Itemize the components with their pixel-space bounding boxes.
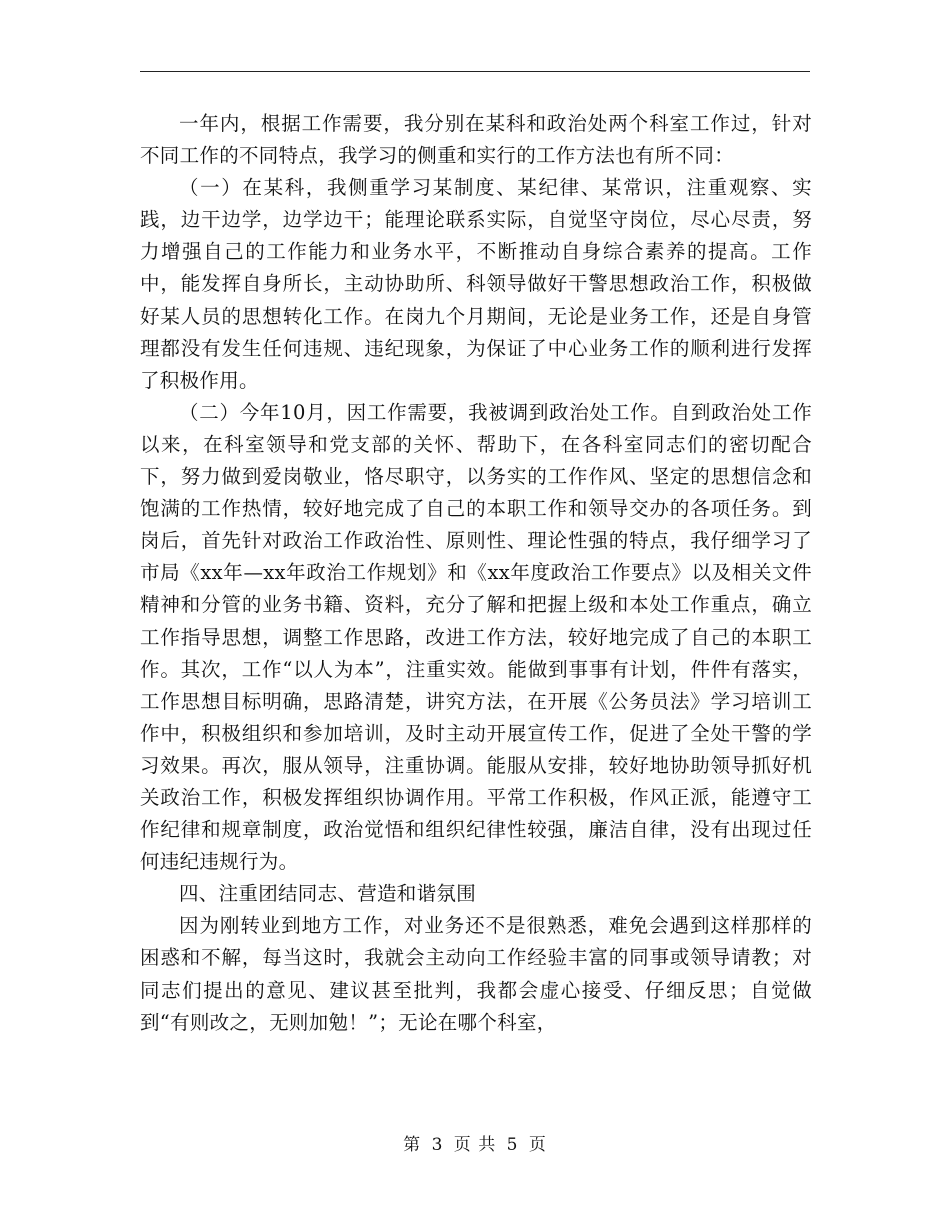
paragraph-section-four: 因为刚转业到地方工作，对业务还不是很熟悉，难免会遇到这样那样的困惑和不解，每当这时，我就会主动向工作经验丰富的同事或领导请教；对同志们提出的意见、建议甚至批判，我都会虚心接受、仔细反思；自觉做到“有则改之，无则加勉！”；无论在哪个科室， <box>140 914 812 1034</box>
paragraph-section-one: （一）在某科，我侧重学习某制度、某纪律、某常识，注重观察、实践，边干边学，边学边干；能理论联系实际，自觉坚守岗位，尽心尽责，努力增强自己的工作能力和业务水平，不断推动自身综合素养的提高。工作中，能发挥自身所长，主动协助所、科领导做好干警思想政治工作，积极做好某人员的思想转化工作。在岗九个月期间，无论是业务工作，还是自身管理都没有发生任何违规、违纪现象，为保证了中心业务工作的顺利进行发挥了积极作用。 <box>140 176 812 392</box>
footer-mid: 页 共 <box>453 1135 497 1155</box>
header-rule <box>140 71 810 72</box>
page-footer <box>0 1130 950 1155</box>
document-body <box>140 108 812 1039</box>
footer-current-page: 3 <box>431 1135 444 1155</box>
paragraph-intro: 一年内，根据工作需要，我分别在某科和政治处两个科室工作过，针对不同工作的不同特点，我学习的侧重和实行的工作方法也有所不同： <box>140 112 812 168</box>
footer-suffix: 页 <box>528 1135 547 1155</box>
footer-prefix: 第 <box>403 1135 422 1155</box>
section-heading-four: 四、注重团结同志、营造和谐氛围 <box>179 882 477 906</box>
paragraph-section-two: （二）今年10月，因工作需要，我被调到政治处工作。自到政治处工作以来，在科室领导和党支部的关怀、帮助下，在各科室同志们的密切配合下，努力做到爱岗敬业，恪尽职守，以务实的工作作风、坚定的思想信念和饱满的工作热情，较好地完成了自己的本职工作和领导交办的各项任务。到岗后，首先针对政治工作政治性、原则性、理论性强的特点，我仔细学习了市局《xx年—xx年政治工作规划》和《xx年度政治工作要点》以及相关文件精神和分管的业务书籍、资料，充分了解和把握上级和本处工作重点，确立工作指导思想，调整工作思路，改进工作方法，较好地完成了自己的本职工作。其次，工作“以人为本”，注重实效。能做到事事有计划，件件有落实，工作思想目标明确，思路清楚，讲究方法，在开展《公务员法》学习培训工作中，积极组织和参加培训，及时主动开展宣传工作，促进了全处干警的学习效果。再次，服从领导，注重协调。能服从安排，较好地协助领导抓好机关政治工作，积极发挥组织协调作用。平常工作积极，作风正派，能遵守工作纪律和规章制度，政治觉悟和组织纪律性较强，廉洁自律，没有出现过任何违纪违规行为。 <box>140 400 812 874</box>
footer-total-pages: 5 <box>506 1135 519 1155</box>
